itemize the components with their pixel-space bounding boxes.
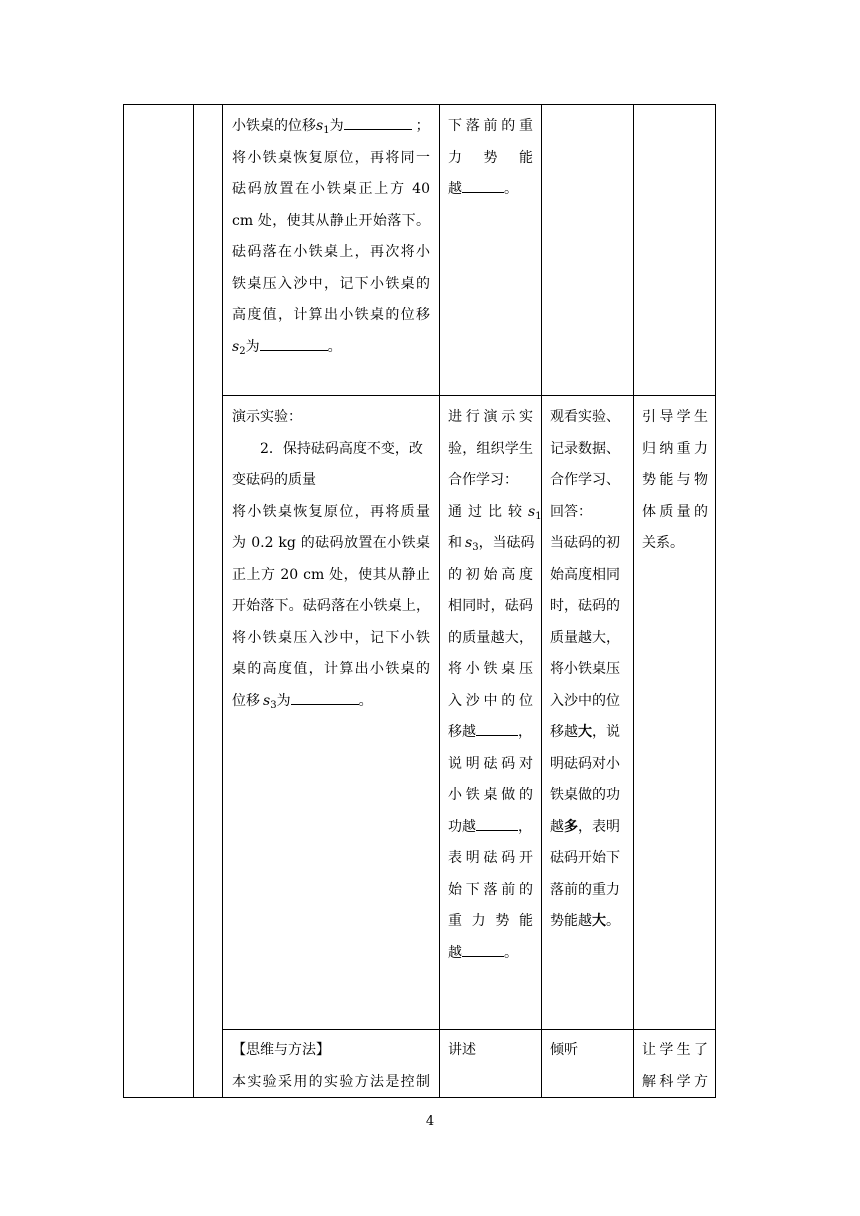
subscript: 3 (270, 699, 277, 711)
row2-content-cell (232, 402, 430, 717)
text-line: 桌的高度值，计算出小铁桌的 (232, 661, 430, 677)
row3-teacher-cell (448, 1035, 533, 1067)
text: 。 (606, 913, 620, 929)
subscript: 2 (239, 345, 246, 357)
text-line (448, 812, 533, 844)
table-col-divider-3 (439, 104, 440, 1097)
row1-teacher-cell (448, 111, 533, 206)
row2-student-cell (550, 402, 626, 938)
answer-bold: 大 (592, 913, 606, 929)
subscript: 3 (472, 542, 479, 553)
table-border-top (123, 104, 716, 105)
row-divider-1 (222, 395, 716, 396)
answer-bold: 多 (564, 818, 578, 835)
text-line (448, 497, 542, 529)
text-line: 始高度相同 (550, 566, 620, 583)
text-line: 的初始高度 (448, 566, 533, 583)
row2-teacher-cell (448, 402, 542, 969)
text: 移越 (448, 724, 476, 740)
text: 为 (329, 118, 344, 134)
text-line: 引导学生 (642, 409, 708, 425)
var-s: s (465, 535, 473, 551)
text: 势能越 (550, 913, 592, 929)
text: 。 (358, 692, 373, 709)
text-line: 砝码放置在小铁桌正上方 40 (232, 181, 430, 197)
text-line: 正上方 20 cm 处，使其从静止 (232, 566, 430, 583)
var-s: s (316, 118, 324, 134)
table-col-divider-2 (222, 104, 223, 1097)
text-line: 关系。 (642, 535, 684, 551)
text: 功越 (448, 818, 476, 835)
text-line: 下落前的重 (448, 118, 533, 134)
row-divider-2 (222, 1029, 716, 1030)
text-line: 砝码开始下 (550, 850, 620, 866)
text-line (448, 717, 533, 749)
text: 越 (448, 181, 462, 197)
subscript: 1 (535, 510, 542, 522)
answer-blank (260, 333, 328, 351)
text-line: 解科学方 (642, 1073, 708, 1090)
text-line: 入沙中的位 (448, 692, 533, 709)
text-line: 落前的重力 (550, 881, 620, 898)
text-line: 合作学习、 (550, 472, 620, 488)
text-line: 当砝码的初 (550, 535, 620, 551)
section-heading: 【思维与方法】 (232, 1042, 330, 1058)
text-line: 小铁桌做的 (448, 787, 533, 803)
table-border-right (715, 104, 716, 1097)
text-line: 记录数据、 (550, 440, 620, 457)
text-line (232, 332, 430, 364)
table-col-divider-4 (541, 104, 542, 1097)
text: ； (415, 118, 430, 134)
text-line: 本实验采用的实验方法是控制 (232, 1073, 430, 1090)
answer-bold: 大 (578, 724, 592, 740)
text: 为 (245, 338, 260, 355)
answer-blank (462, 939, 504, 957)
text-line: 将小铁桌压 (448, 661, 533, 677)
text-line (448, 528, 533, 560)
text-line: 势能与物 (642, 472, 708, 488)
text-line (550, 906, 626, 938)
answer-blank (476, 718, 518, 736)
text-line: 质量越大， (550, 629, 620, 646)
text-line: 始下落前的 (448, 881, 533, 898)
text: ，说 (592, 724, 620, 740)
text-line (550, 717, 626, 749)
text-line (448, 174, 533, 206)
text-line: 重力势能 (448, 913, 533, 929)
text: 位移 (232, 692, 260, 709)
text: ，当砝码 (478, 535, 535, 551)
subscript: 1 (323, 125, 330, 136)
text-line: 将小铁桌恢复原位，再将同一 (232, 149, 430, 166)
text-line: 相同时，砝码 (448, 598, 533, 614)
var-s: s (528, 503, 536, 520)
text: 通过比较 (448, 503, 528, 520)
text-line: 验，组织学生 (448, 440, 533, 457)
text: 和 (448, 535, 462, 551)
text-line: 倾听 (550, 1042, 578, 1058)
text-line: 砝码落在小铁桌上，再次将小 (232, 244, 430, 260)
text-line: 进行演示实 (448, 409, 533, 425)
text: 越 (550, 818, 564, 835)
text-line: 将小铁桌恢复原位，再将质量 (232, 503, 430, 520)
variable (528, 497, 542, 529)
text-line: 时，砝码的 (550, 598, 620, 614)
page-number: 4 (425, 1114, 435, 1129)
text-line: cm 处，使其从静止开始落下。 (232, 212, 430, 229)
row2-intent-cell (642, 402, 708, 560)
text: 越 (448, 944, 462, 961)
table-col-divider-5 (633, 104, 634, 1097)
text-line: 演示实验： (232, 409, 302, 425)
text-line: 讲述 (448, 1042, 476, 1058)
text: ， (518, 724, 532, 740)
text: 小铁桌的位移 (232, 118, 316, 134)
text: ， (518, 818, 532, 835)
table-col-divider-1 (193, 104, 194, 1097)
row3-content-cell (232, 1035, 430, 1098)
row3-student-cell (550, 1035, 626, 1067)
text-line (232, 111, 430, 143)
answer-blank (462, 175, 504, 193)
text: 。 (504, 181, 518, 197)
answer-blank (476, 813, 518, 831)
text-line: 铁桌压入沙中，记下小铁桌的 (232, 275, 430, 292)
text-line: 高度值，计算出小铁桌的位移 (232, 307, 430, 323)
var-s: s (263, 692, 271, 709)
text-line: 观看实验、 (550, 409, 620, 425)
answer-blank (344, 112, 412, 130)
text-line (550, 812, 626, 844)
text-line (232, 686, 430, 718)
row3-intent-cell (642, 1035, 708, 1098)
text-line: 表明砝码开 (448, 850, 533, 866)
text-line: 入沙中的位 (550, 692, 620, 709)
text-line: 归纳重力 (642, 440, 708, 457)
text-line: 明砝码对小 (550, 755, 620, 772)
text: 为 (276, 692, 291, 709)
text-line: 力势能 (448, 149, 533, 166)
var-s: s (232, 338, 240, 355)
text-line: 回答： (550, 503, 592, 520)
text: 。 (504, 944, 518, 961)
text-line: 合作学习： (448, 472, 518, 488)
text-line (448, 938, 533, 970)
text-line: 开始落下。砝码落在小铁桌上， (232, 598, 430, 614)
row1-content-cell (232, 111, 430, 363)
answer-blank (291, 687, 359, 705)
text: 。 (327, 338, 342, 355)
text-line: 说明砝码对 (448, 755, 533, 772)
text-line: 让学生了 (642, 1042, 708, 1058)
text-line: 2．保持砝码高度不变，改 (260, 440, 423, 457)
text-line: 体质量的 (642, 503, 708, 520)
text-line: 变砝码的质量 (232, 472, 316, 488)
text: 移越 (550, 724, 578, 740)
text-line: 铁桌做的功 (550, 787, 620, 803)
text-line: 的质量越大， (448, 629, 533, 646)
text-line: 为 0.2 kg 的砝码放置在小铁桌 (232, 535, 430, 551)
text-line: 将小铁桌压入沙中，记下小铁 (232, 629, 430, 646)
table-border-left (123, 104, 124, 1097)
text-line: 将小铁桌压 (550, 661, 620, 677)
text: ，表明 (578, 818, 620, 835)
